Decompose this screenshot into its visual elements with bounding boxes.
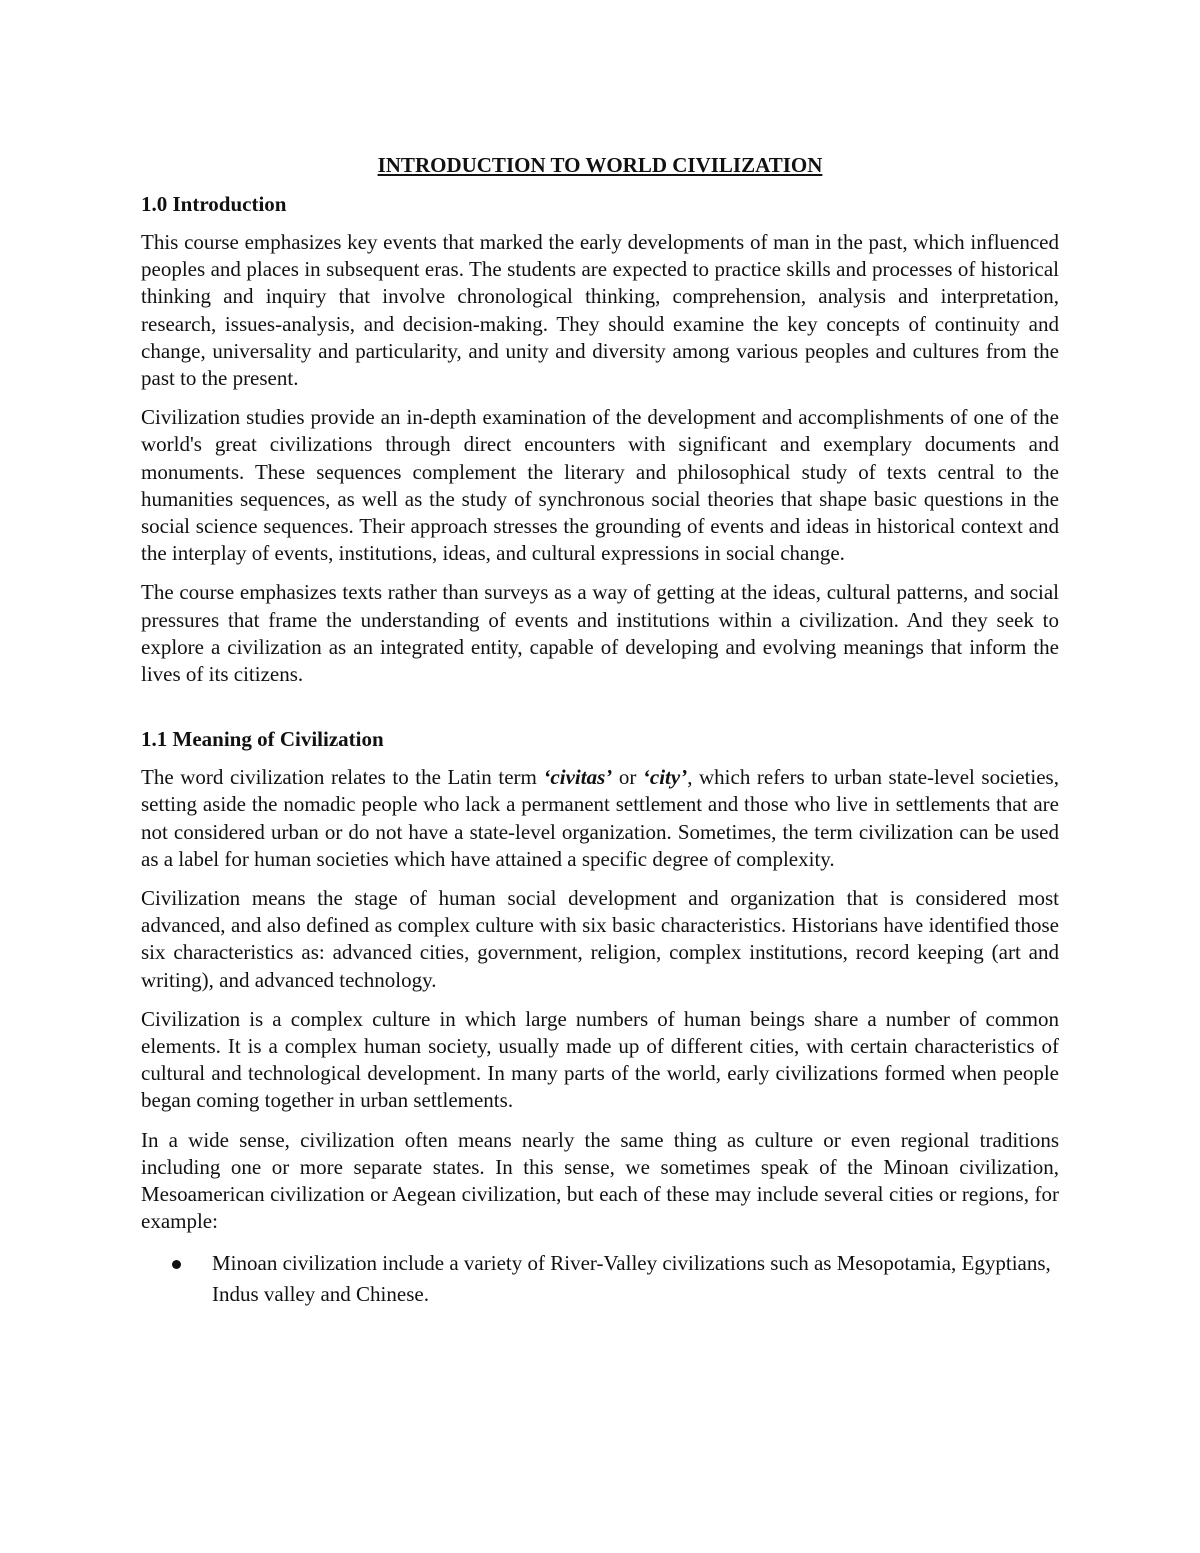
meaning-paragraph-2: Civilization means the stage of human social development and organization that is considered most advanced, and also defined as complex culture with six basic characteristics. Historians have identified those six characteristics as: advanced cities, government, religion, complex institutions, record keeping (art and writing), and advanced technology. xyxy=(141,886,1059,992)
examples-bullet-list xyxy=(141,1248,1059,1310)
bullet-text: Minoan civilization include a variety of River-Valley civilizations such as Mesopotamia, Egyptians, Indus valley and Chinese. xyxy=(212,1250,1051,1306)
meaning-paragraph-1-text-b: or xyxy=(612,765,643,790)
document-page xyxy=(141,152,1059,1310)
intro-paragraph-3: The course emphasizes texts rather than surveys as a way of getting at the ideas, cultural patterns, and social pressures that frame the understanding of events and institutions within a civilization. And they seek to explore a civilization as an integrated entity, capable of developing and evolving meanings that inform the lives of its citizens. xyxy=(141,580,1059,687)
intro-paragraph-2: Civilization studies provide an in-depth examination of the development and accomplishments of one of the world's great civilizations through direct encounters with significant and exemplary documents and monuments. These sequences complement the literary and philosophical study of texts central to the humanities sequences, as well as the study of synchronous social theories that shape basic questions in the social science sequences. Their approach stresses the grounding of events and ideas in historical context and the interplay of events, institutions, ideas, and cultural expressions in social change. xyxy=(141,405,1059,566)
meaning-paragraph-1 xyxy=(141,764,1059,873)
section-heading-meaning-of-civilization: 1.1 Meaning of Civilization xyxy=(141,727,384,752)
latin-term-civitas: ‘civitas’ xyxy=(543,765,613,790)
meaning-paragraph-1-text-c: , which refers to urban state-level societies, setting aside the nomadic people who lack a permanent settlement and those who live in settlements that are not considered urban or do not have a state-level organization. Sometimes, the term civilization can be used as a label for human societies which have attained a specific degree of complexity. xyxy=(141,765,1059,871)
meaning-paragraph-3: Civilization is a complex culture in which large numbers of human beings share a number of common elements. It is a complex human society, usually made up of different cities, with certain characteristics of cultural and technological development. In many parts of the world, early civilizations formed when people began coming together in urban settlements. xyxy=(141,1006,1059,1113)
meaning-paragraph-4: In a wide sense, civilization often means nearly the same thing as culture or even regional traditions including one or more separate states. In this sense, we sometimes speak of the Minoan civilization, Mesoamerican civilization or Aegean civilization, but each of these may include several cities or regions, for example: xyxy=(141,1127,1059,1234)
latin-term-city: ‘city’ xyxy=(642,765,688,790)
list-item xyxy=(141,1248,1059,1310)
bullet-icon xyxy=(172,1260,181,1269)
section-heading-introduction: 1.0 Introduction xyxy=(141,192,287,216)
intro-paragraph-1: This course emphasizes key events that marked the early developments of man in the past, which influenced peoples and places in subsequent eras. The students are expected to practice skills and processes of historical thinking and inquiry that involve chronological thinking, comprehension, analysis and interpretation, research, issues-analysis, and decision-making. They should examine the key concepts of continuity and change, universality and particularity, and unity and diversity among various peoples and cultures from the past to the present. xyxy=(141,230,1059,391)
document-title: INTRODUCTION TO WORLD CIVILIZATION xyxy=(377,153,823,177)
meaning-paragraph-1-text-a: The word civilization relates to the Latin term xyxy=(141,765,544,790)
